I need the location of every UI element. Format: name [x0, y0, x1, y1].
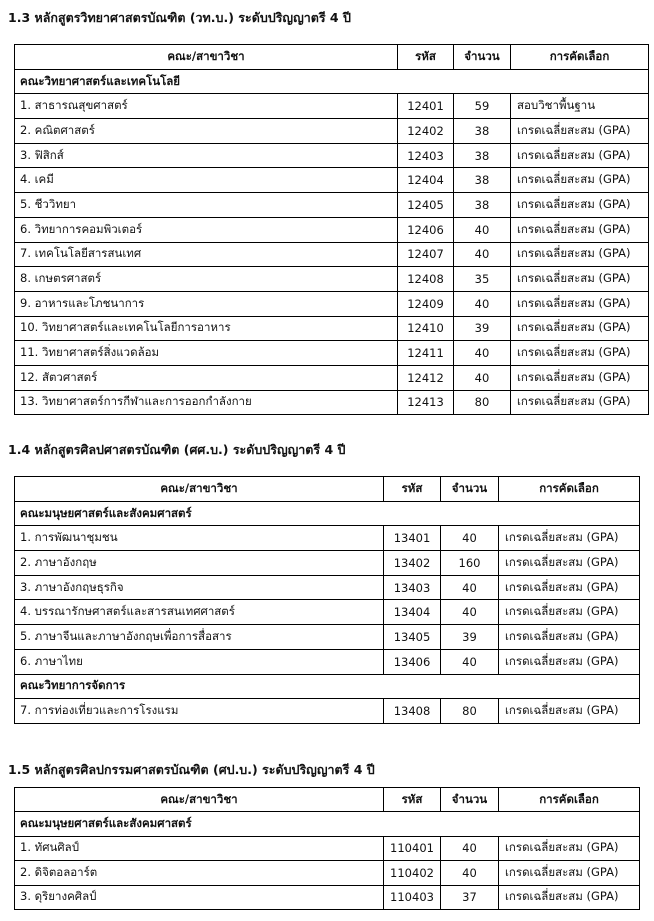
- selection-criteria: เกรดเฉลี่ยสะสม (GPA): [511, 217, 649, 242]
- section-title: 1.4 หลักสูตรศิลปศาสตรบัณฑิต (ศศ.บ.) ระดับปริญญาตรี 4 ปี: [8, 442, 346, 457]
- header-code: รหัส: [398, 45, 454, 70]
- program-count: 38: [454, 193, 511, 218]
- table-row: [15, 649, 640, 674]
- program-count: 38: [454, 119, 511, 144]
- program-code: 13405: [384, 625, 441, 650]
- table-row: [15, 836, 640, 860]
- table-row: [15, 390, 649, 415]
- header-criteria: การคัดเลือก: [499, 477, 640, 502]
- selection-criteria: เกรดเฉลี่ยสะสม (GPA): [499, 526, 640, 551]
- selection-criteria: เกรดเฉลี่ยสะสม (GPA): [499, 551, 640, 576]
- program-table: [14, 787, 640, 910]
- faculty-name: คณะมนุษยศาสตร์และสังคมศาสตร์: [15, 812, 640, 836]
- table-row: [15, 316, 649, 341]
- selection-criteria: เกรดเฉลี่ยสะสม (GPA): [511, 143, 649, 168]
- table-row: [15, 143, 649, 168]
- selection-criteria: เกรดเฉลี่ยสะสม (GPA): [499, 625, 640, 650]
- table-row: [15, 551, 640, 576]
- program-count: 80: [441, 699, 499, 724]
- program-count: 38: [454, 168, 511, 193]
- program-name: 5. ชีววิทยา: [15, 193, 398, 218]
- header-criteria: การคัดเลือก: [499, 788, 640, 812]
- program-name: 4. เคมี: [15, 168, 398, 193]
- header-code: รหัส: [384, 788, 441, 812]
- program-count: 38: [454, 143, 511, 168]
- program-code: 12409: [398, 291, 454, 316]
- faculty-name: คณะมนุษยศาสตร์และสังคมศาสตร์: [15, 501, 640, 526]
- program-code: 12402: [398, 119, 454, 144]
- header-count: จำนวน: [441, 788, 499, 812]
- program-code: 12406: [398, 217, 454, 242]
- program-name: 3. ดุริยางคศิลป์: [15, 885, 384, 909]
- program-code: 12408: [398, 267, 454, 292]
- program-count: 40: [441, 600, 499, 625]
- program-code: 12407: [398, 242, 454, 267]
- table-row: [15, 168, 649, 193]
- header-count: จำนวน: [454, 45, 511, 70]
- header-program: คณะ/สาขาวิชา: [15, 45, 398, 70]
- program-table: [14, 476, 640, 724]
- program-name: 1. สาธารณสุขศาสตร์: [15, 94, 398, 119]
- program-count: 40: [441, 649, 499, 674]
- table-row: [15, 526, 640, 551]
- program-name: 6. ภาษาไทย: [15, 649, 384, 674]
- program-code: 12405: [398, 193, 454, 218]
- selection-criteria: เกรดเฉลี่ยสะสม (GPA): [499, 699, 640, 724]
- selection-criteria: เกรดเฉลี่ยสะสม (GPA): [499, 649, 640, 674]
- table-header-row: [15, 788, 640, 812]
- program-name: 1. ทัศนศิลป์: [15, 836, 384, 860]
- selection-criteria: เกรดเฉลี่ยสะสม (GPA): [499, 836, 640, 860]
- table-row: [15, 365, 649, 390]
- table-row: [15, 885, 640, 909]
- program-count: 40: [441, 526, 499, 551]
- faculty-row: [15, 812, 640, 836]
- program-count: 40: [454, 291, 511, 316]
- program-name: 7. การท่องเที่ยวและการโรงแรม: [15, 699, 384, 724]
- selection-criteria: เกรดเฉลี่ยสะสม (GPA): [499, 885, 640, 909]
- program-code: 13401: [384, 526, 441, 551]
- table-row: [15, 119, 649, 144]
- selection-criteria: เกรดเฉลี่ยสะสม (GPA): [511, 291, 649, 316]
- header-program: คณะ/สาขาวิชา: [15, 477, 384, 502]
- section-title: 1.5 หลักสูตรศิลปกรรมศาสตรบัณฑิต (ศป.บ.) ระดับปริญญาตรี 4 ปี: [8, 762, 375, 777]
- table-row: [15, 699, 640, 724]
- program-count: 40: [441, 575, 499, 600]
- table-row: [15, 94, 649, 119]
- program-name: 4. บรรณารักษศาสตร์และสารสนเทศศาสตร์: [15, 600, 384, 625]
- header-code: รหัส: [384, 477, 441, 502]
- faculty-name: คณะวิทยาการจัดการ: [15, 674, 640, 699]
- program-count: 59: [454, 94, 511, 119]
- table-row: [15, 575, 640, 600]
- program-name: 2. ดิจิตอลอาร์ต: [15, 861, 384, 885]
- program-name: 2. คณิตศาสตร์: [15, 119, 398, 144]
- program-count: 40: [454, 242, 511, 267]
- faculty-row: [15, 501, 640, 526]
- table-row: [15, 217, 649, 242]
- table-row: [15, 625, 640, 650]
- header-program: คณะ/สาขาวิชา: [15, 788, 384, 812]
- header-count: จำนวน: [441, 477, 499, 502]
- header-criteria: การคัดเลือก: [511, 45, 649, 70]
- program-code: 12403: [398, 143, 454, 168]
- section-title: 1.3 หลักสูตรวิทยาศาสตรบัณฑิต (วท.บ.) ระดับปริญญาตรี 4 ปี: [8, 10, 351, 25]
- program-name: 5. ภาษาจีนและภาษาอังกฤษเพื่อการสื่อสาร: [15, 625, 384, 650]
- program-code: 13408: [384, 699, 441, 724]
- program-code: 110402: [384, 861, 441, 885]
- program-code: 13404: [384, 600, 441, 625]
- selection-criteria: เกรดเฉลี่ยสะสม (GPA): [499, 861, 640, 885]
- program-name: 3. ภาษาอังกฤษธุรกิจ: [15, 575, 384, 600]
- faculty-row: [15, 674, 640, 699]
- program-name: 1. การพัฒนาชุมชน: [15, 526, 384, 551]
- program-code: 13402: [384, 551, 441, 576]
- program-code: 12404: [398, 168, 454, 193]
- program-code: 12413: [398, 390, 454, 415]
- program-count: 40: [441, 836, 499, 860]
- table-row: [15, 242, 649, 267]
- program-code: 12411: [398, 341, 454, 366]
- faculty-row: [15, 69, 649, 94]
- program-name: 3. ฟิสิกส์: [15, 143, 398, 168]
- program-code: 13406: [384, 649, 441, 674]
- selection-criteria: เกรดเฉลี่ยสะสม (GPA): [511, 390, 649, 415]
- selection-criteria: เกรดเฉลี่ยสะสม (GPA): [511, 341, 649, 366]
- selection-criteria: เกรดเฉลี่ยสะสม (GPA): [511, 365, 649, 390]
- program-code: 12412: [398, 365, 454, 390]
- program-name: 8. เกษตรศาสตร์: [15, 267, 398, 292]
- program-count: 40: [454, 341, 511, 366]
- selection-criteria: เกรดเฉลี่ยสะสม (GPA): [499, 575, 640, 600]
- program-count: 40: [454, 217, 511, 242]
- faculty-name: คณะวิทยาศาสตร์และเทคโนโลยี: [15, 69, 649, 94]
- program-name: 9. อาหารและโภชนาการ: [15, 291, 398, 316]
- table-header-row: [15, 477, 640, 502]
- table-row: [15, 341, 649, 366]
- program-name: 12. สัตวศาสตร์: [15, 365, 398, 390]
- table-row: [15, 600, 640, 625]
- selection-criteria: เกรดเฉลี่ยสะสม (GPA): [511, 168, 649, 193]
- program-name: 11. วิทยาศาสตร์สิ่งแวดล้อม: [15, 341, 398, 366]
- program-count: 160: [441, 551, 499, 576]
- program-code: 110403: [384, 885, 441, 909]
- program-count: 40: [454, 365, 511, 390]
- table-row: [15, 861, 640, 885]
- program-code: 13403: [384, 575, 441, 600]
- program-count: 40: [441, 861, 499, 885]
- table-row: [15, 267, 649, 292]
- selection-criteria: เกรดเฉลี่ยสะสม (GPA): [511, 193, 649, 218]
- program-code: 110401: [384, 836, 441, 860]
- program-name: 7. เทคโนโลยีสารสนเทศ: [15, 242, 398, 267]
- program-name: 2. ภาษาอังกฤษ: [15, 551, 384, 576]
- program-name: 6. วิทยาการคอมพิวเตอร์: [15, 217, 398, 242]
- program-table: [14, 44, 649, 415]
- program-count: 39: [454, 316, 511, 341]
- program-count: 39: [441, 625, 499, 650]
- selection-criteria: สอบวิชาพื้นฐาน: [511, 94, 649, 119]
- selection-criteria: เกรดเฉลี่ยสะสม (GPA): [511, 119, 649, 144]
- table-row: [15, 291, 649, 316]
- program-count: 37: [441, 885, 499, 909]
- program-count: 35: [454, 267, 511, 292]
- table-row: [15, 193, 649, 218]
- table-header-row: [15, 45, 649, 70]
- program-name: 13. วิทยาศาสตร์การกีฬาและการออกกำลังกาย: [15, 390, 398, 415]
- selection-criteria: เกรดเฉลี่ยสะสม (GPA): [511, 242, 649, 267]
- program-code: 12410: [398, 316, 454, 341]
- program-count: 80: [454, 390, 511, 415]
- program-name: 10. วิทยาศาสตร์และเทคโนโลยีการอาหาร: [15, 316, 398, 341]
- selection-criteria: เกรดเฉลี่ยสะสม (GPA): [499, 600, 640, 625]
- selection-criteria: เกรดเฉลี่ยสะสม (GPA): [511, 267, 649, 292]
- selection-criteria: เกรดเฉลี่ยสะสม (GPA): [511, 316, 649, 341]
- program-code: 12401: [398, 94, 454, 119]
